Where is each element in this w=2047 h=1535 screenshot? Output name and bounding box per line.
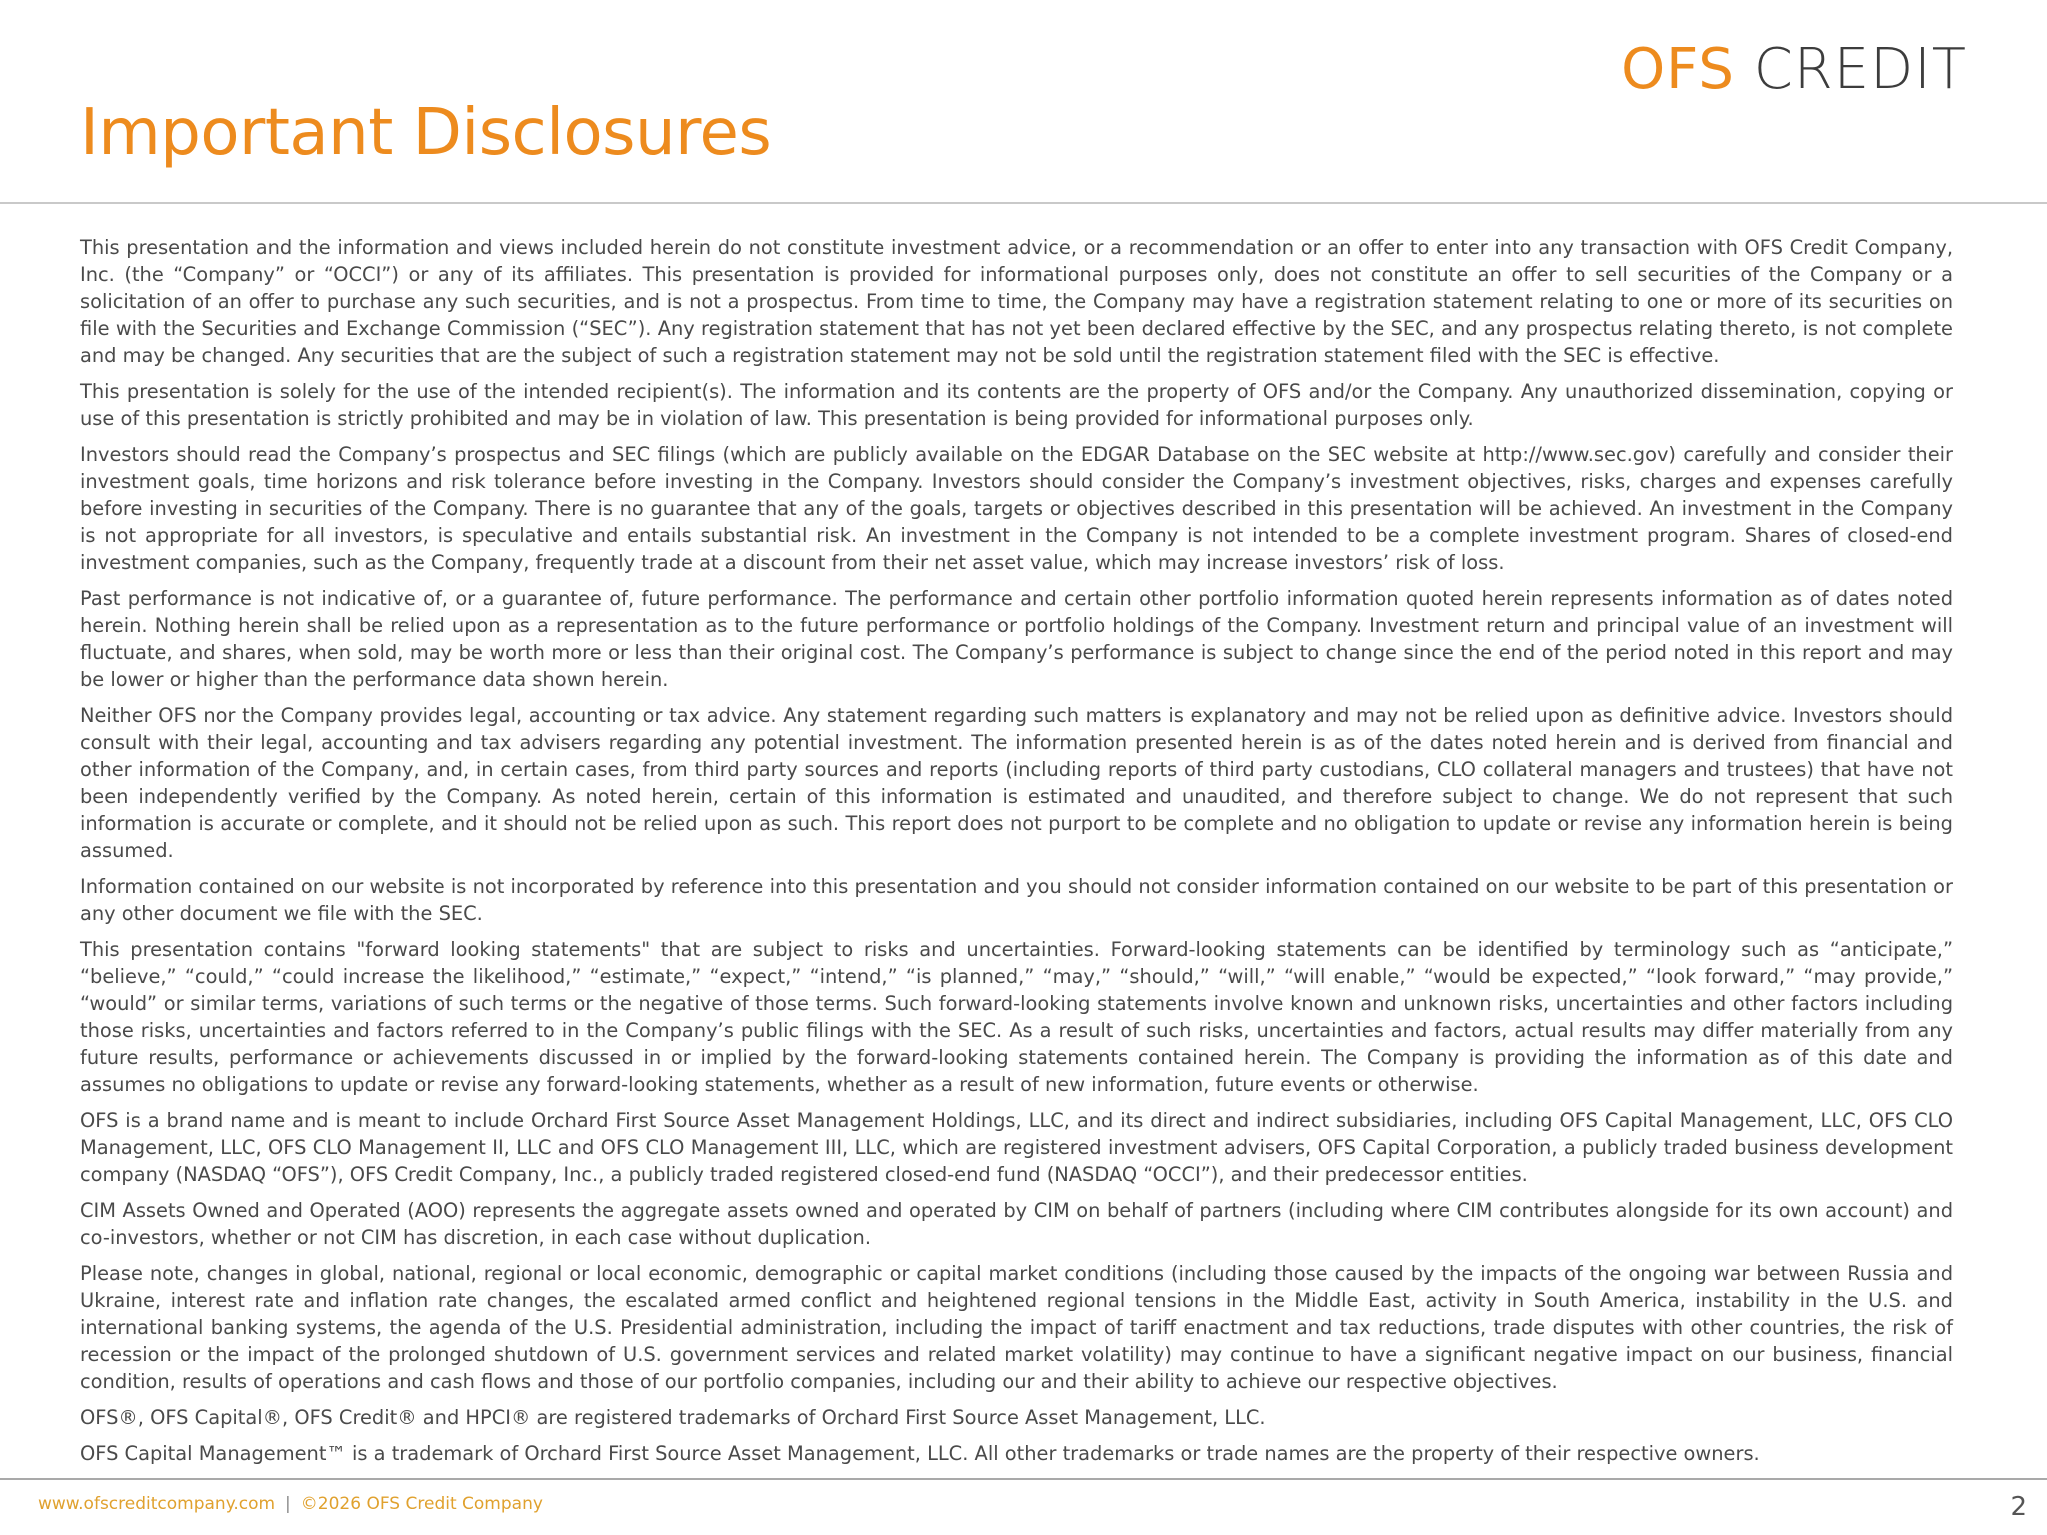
disclosure-paragraph-1: This presentation and the information and views included herein do not constitute investment advice, or a recommendation or an offer to enter into any transaction with OFS Credit Company, Inc. (the “Company” or “OCCI”) or any of its affiliates. This presentation is provided for informational purposes only, does not constitute an offer to sell securities of the Company or a solicitation of an offer to purchase any such securities, and is not a prospectus. From time to time, the Company may have a registration statement relating to one or more of its securities on file with the Securities and Exchange Commission (“SEC”). Any registration statement that has not yet been declared effective by the SEC, and any prospectus relating thereto, is not complete and may be changed. Any securities that are the subject of such a registration statement may not be sold until the registration statement filed with the SEC is effective. <box>80 236 1953 367</box>
disclosure-paragraph-5: Neither OFS nor the Company provides legal, accounting or tax advice. Any statement regarding such matters is explanatory and may not be relied upon as definitive advice. Investors should consult with their legal, accounting and tax advisers regarding any potential investment. The information presented herein is as of the dates noted herein and is derived from financial and other information of the Company, and, in certain cases, from third party sources and reports (including reports of third party custodians, CLO collateral managers and trustees) that have not been independently verified by the Company. As noted herein, certain of this information is estimated and unaudited, and therefore subject to change. We do not represent that such information is accurate or complete, and it should not be relied upon as such. This report does not purport to be complete and no obligation to update or revise any information herein is being assumed. <box>80 704 1953 862</box>
disclosure-paragraph-4: Past performance is not indicative of, or a guarantee of, future performance. The performance and certain other portfolio information quoted herein represents information as of dates noted herein. Nothing herein shall be relied upon as a representation as to the future performance or portfolio holdings of the Company. Investment return and principal value of an investment will fluctuate, and shares, when sold, may be worth more or less than their original cost. The Company’s performance is subject to change since the end of the period noted in this report and may be lower or higher than the performance data shown herein. <box>80 587 1953 691</box>
company-logo <box>1621 37 1967 102</box>
footer <box>38 1494 543 1514</box>
disclosure-paragraph-8: OFS is a brand name and is meant to include Orchard First Source Asset Management Holdings, LLC, and its direct and indirect subsidiaries, including OFS Capital Management, LLC, OFS CLO Management, LLC, OFS CLO Management II, LLC and OFS CLO Management III, LLC, which are registered investment advisers, OFS Capital Corporation, a publicly traded business development company (NASDAQ “OFS”), OFS Credit Company, Inc., a publicly traded registered closed-end fund (NASDAQ “OCCI”), and their predecessor entities. <box>80 1109 1953 1186</box>
disclosure-paragraph-9: CIM Assets Owned and Operated (AOO) represents the aggregate assets owned and operated by CIM on behalf of partners (including where CIM contributes alongside for its own account) and co-investors, whether or not CIM has discretion, in each case without duplication. <box>80 1199 1953 1249</box>
disclosure-paragraph-11: OFS®, OFS Capital®, OFS Credit® and HPCI® are registered trademarks of Orchard First Source Asset Management, LLC. <box>80 1406 1266 1429</box>
footer-separator: | <box>285 1494 291 1514</box>
footer-divider <box>0 1478 2047 1480</box>
footer-website-link[interactable]: www.ofscreditcompany.com <box>38 1494 276 1514</box>
logo-primary-text: OFS <box>1621 37 1735 102</box>
footer-copyright: ©2026 OFS Credit Company <box>300 1494 543 1514</box>
disclosure-paragraph-3: Investors should read the Company’s prospectus and SEC filings (which are publicly available on the EDGAR Database on the SEC website at http://www.sec.gov) carefully and consider their investment goals, time horizons and risk tolerance before investing in the Company. Investors should consider the Company’s investment objectives, risks, charges and expenses carefully before investing in securities of the Company. There is no guarantee that any of the goals, targets or objectives described in this presentation will be achieved. An investment in the Company is not appropriate for all investors, is speculative and entails substantial risk. An investment in the Company is not intended to be a complete investment program. Shares of closed-end investment companies, such as the Company, frequently trade at a discount from their net asset value, which may increase investors’ risk of loss. <box>80 443 1953 574</box>
disclosures-body <box>80 234 1953 1476</box>
logo-secondary-text: CREDIT <box>1753 37 1967 102</box>
page-number: 2 <box>2010 1492 2027 1522</box>
disclosure-paragraph-6: Information contained on our website is not incorporated by reference into this presentation and you should not consider information contained on our website to be part of this presentation or any other document we file with the SEC. <box>80 875 1953 925</box>
header-divider <box>0 202 2047 204</box>
disclosure-paragraph-2: This presentation is solely for the use of the intended recipient(s). The information and its contents are the property of OFS and/or the Company. Any unauthorized dissemination, copying or use of this presentation is strictly prohibited and may be in violation of law. This presentation is being provided for informational purposes only. <box>80 380 1953 430</box>
page-title: Important Disclosures <box>80 96 772 170</box>
disclosure-paragraph-10: Please note, changes in global, national, regional or local economic, demographic or capital market conditions (including those caused by the impacts of the ongoing war between Russia and Ukraine, interest rate and inflation rate changes, the escalated armed conflict and heightened regional tensions in the Middle East, activity in South America, instability in the U.S. and international banking systems, the agenda of the U.S. Presidential administration, including the impact of tariff enactment and tax reductions, trade disputes with other countries, the risk of recession or the impact of the prolonged shutdown of U.S. government services and related market volatility) may continue to have a significant negative impact on our business, financial condition, results of operations and cash flows and those of our portfolio companies, including our and their ability to achieve our respective objectives. <box>80 1262 1953 1393</box>
disclosure-paragraph-7: This presentation contains "forward looking statements" that are subject to risks and uncertainties. Forward-looking statements can be identified by terminology such as “anticipate,” “believe,” “could,” “could increase the likelihood,” “estimate,” “expect,” “intend,” “is planned,” “may,” “should,” “will,” “will enable,” “would be expected,” “look forward,” “may provide,” “would” or similar terms, variations of such terms or the negative of those terms. Such forward-looking statements involve known and unknown risks, uncertainties and other factors including those risks, uncertainties and factors referred to in the Company’s public filings with the SEC. As a result of such risks, uncertainties and factors, actual results may differ materially from any future results, performance or achievements discussed in or implied by the forward-looking statements contained herein. The Company is providing the information as of this date and assumes no obligations to update or revise any forward-looking statements, whether as a result of new information, future events or otherwise. <box>80 938 1953 1096</box>
disclosure-paragraph-12: OFS Capital Management™ is a trademark of Orchard First Source Asset Management, LLC. All other trademarks or trade names are the property of their respective owners. <box>80 1442 1760 1465</box>
